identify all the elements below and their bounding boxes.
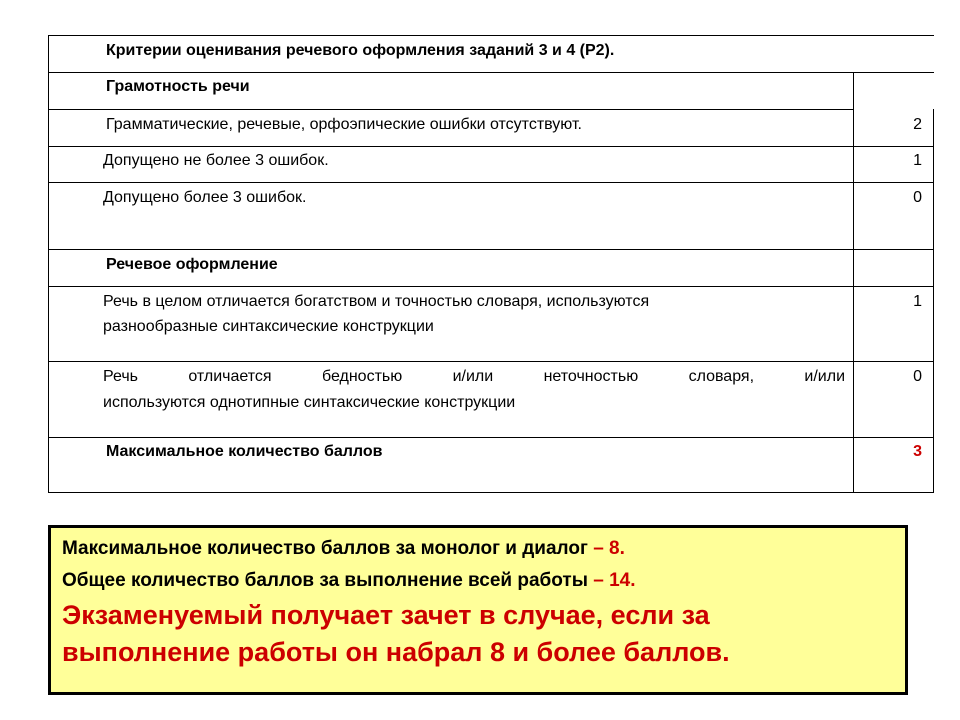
criterion-score: 2	[913, 116, 922, 133]
criterion-score: 1	[913, 152, 922, 169]
table-divider	[48, 182, 934, 183]
criterion-text: Речь в целом отличается богатством и точностью словаря, используются	[103, 293, 650, 310]
summary-line-text: Максимальное количество баллов за монолог и диалог	[62, 538, 588, 559]
max-score-value: 3	[913, 443, 922, 460]
summary-box	[48, 525, 908, 695]
criterion-text: Допущено более 3 ошибок.	[103, 189, 307, 206]
criterion-text: разнообразные синтаксические конструкции	[103, 318, 434, 335]
criterion-text: Грамматические, речевые, орфоэпические ошибки отсутствуют.	[106, 116, 582, 133]
table-divider	[48, 109, 854, 110]
summary-line-total	[62, 570, 635, 592]
max-score-label: Максимальное количество баллов	[106, 443, 383, 460]
criterion-text: Допущено не более 3 ошибок.	[103, 152, 329, 169]
table-divider	[48, 361, 934, 362]
table-border-bottom	[48, 492, 934, 493]
section-heading: Грамотность речи	[106, 78, 250, 95]
table-border-right	[933, 109, 934, 493]
criterion-score: 0	[913, 189, 922, 206]
criterion-score: 0	[913, 368, 922, 385]
criterion-text: Речь отличается бедностью и/или неточностью словаря, и/или	[103, 368, 845, 385]
table-border-left	[48, 35, 49, 493]
pass-condition-line: выполнение работы он набрал 8 и более баллов.	[62, 637, 730, 667]
table-border-top	[48, 35, 934, 36]
pass-condition-line: Экзаменуемый получает зачет в случае, если за	[62, 600, 710, 630]
criterion-score: 1	[913, 293, 922, 310]
summary-line-value: – 14.	[593, 570, 636, 591]
summary-line-text: Общее количество баллов за выполнение всей работы	[62, 570, 588, 591]
table-column-divider	[853, 72, 854, 493]
table-divider	[48, 249, 934, 250]
summary-line-monolog	[62, 538, 625, 560]
table-title: Критерии оценивания речевого оформления заданий 3 и 4 (Р2).	[106, 42, 615, 59]
summary-line-value: – 8.	[593, 538, 625, 559]
table-divider	[48, 286, 934, 287]
table-divider	[48, 72, 934, 73]
criterion-text: используются однотипные синтаксические конструкции	[103, 394, 516, 411]
table-divider	[48, 146, 934, 147]
table-divider	[48, 437, 934, 438]
section-heading: Речевое оформление	[106, 256, 278, 273]
